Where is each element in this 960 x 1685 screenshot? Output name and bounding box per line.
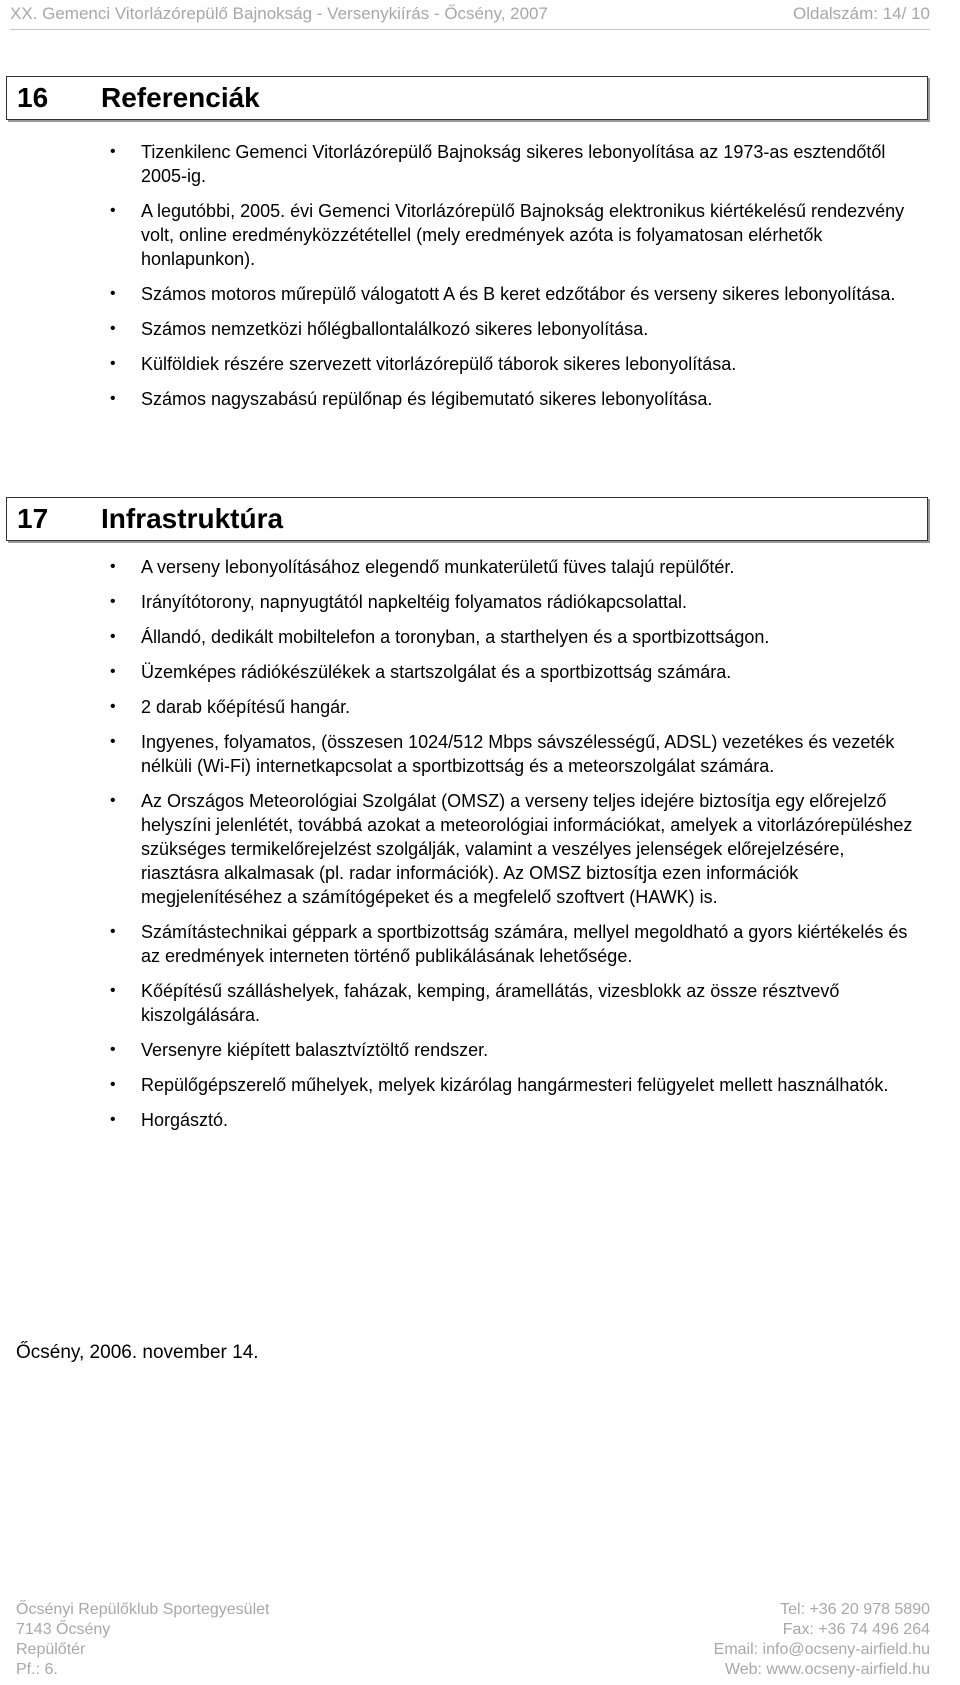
- address-city: 7143 Őcsény: [16, 1621, 111, 1638]
- list-item: [0, 282, 940, 306]
- list-item-text: A legutóbbi, 2005. évi Gemenci Vitorlázórepülő Bajnokság elektronikus kiértékelésű rendezvény volt, online eredményközzététellel (mely eredmények azóta is folyamatosan elérhetők honlapunkon).: [141, 201, 905, 269]
- list-item: [0, 920, 940, 968]
- page-header: [10, 3, 930, 30]
- list-item-text: Üzemképes rádiókészülékek a startszolgálat és a sportbizottság számára.: [141, 662, 732, 682]
- bullet-icon: •: [110, 1111, 116, 1128]
- section-number: 16: [17, 82, 49, 113]
- page-footer: [16, 1600, 930, 1680]
- list-item-text: Irányítótorony, napnyugtától napkeltéig folyamatos rádiókapcsolattal.: [141, 592, 687, 612]
- list-item-text: Számítástechnikai géppark a sportbizottság számára, mellyel megoldható a gyors kiértékelés és az eredmények interneten történő publikálásának lehetősége.: [141, 922, 908, 966]
- list-item-text: Az Országos Meteorológiai Szolgálat (OMSZ) a verseny teljes idejére biztosítja egy előrejelző helyszíni jelenlétét, továbbá azokat a meteorológiai információkat, amelyek a vitorlázórepüléshez szükséges termikelőrejelzést szolgálják, valamint a veszélyes jelenségek előrejelzésére, riasztásra alkalmasak (pl. radar információk). Az OMSZ biztosítja ezen információk megjelenítéséhez a számítógépeket és a megfelelő szoftvert (HAWK) is.: [141, 791, 913, 907]
- telephone: Tel: +36 20 978 5890: [780, 1601, 930, 1618]
- list-item-text: Állandó, dedikált mobiltelefon a toronyban, a starthelyen és a sportbizottságon.: [141, 627, 770, 647]
- list-item-text: Számos nagyszabású repülőnap és légibemutató sikeres lebonyolítása.: [141, 389, 713, 409]
- document-title: XX. Gemenci Vitorlázórepülő Bajnokság - Versenykiírás - Őcsény, 2007: [10, 4, 548, 23]
- bullet-icon: •: [110, 698, 116, 715]
- list-item: [0, 555, 940, 579]
- bullet-icon: •: [110, 663, 116, 680]
- list-item-text: Repülőgépszerelő műhelyek, melyek kizárólag hangármesteri felügyelet mellett használhatók.: [141, 1075, 889, 1095]
- bullet-icon: •: [110, 982, 116, 999]
- list-item: [0, 660, 940, 684]
- org-name: Őcsényi Repülőklub Sportegyesület: [16, 1601, 270, 1618]
- bullet-icon: •: [110, 792, 116, 809]
- list-item: [0, 387, 940, 411]
- list-item: [0, 730, 940, 778]
- list-item: [0, 789, 940, 909]
- list-item-text: Ingyenes, folyamatos, (összesen 1024/512 Mbps sávszélességű, ADSL) vezetékes és vezeték nélküli (Wi-Fi) internetkapcsolat a sportbizottság és a meteorszolgálat számára.: [141, 732, 895, 776]
- list-item-text: 2 darab kőépítésű hangár.: [141, 697, 351, 717]
- section-title: Infrastruktúra: [101, 503, 284, 534]
- list-item-text: Kőépítésű szálláshelyek, faházak, kemping, áramellátás, vizesblokk az össze résztvevő kiszolgálására.: [141, 981, 840, 1025]
- list-item-text: Számos nemzetközi hőlégballontalálkozó sikeres lebonyolítása.: [141, 319, 649, 339]
- email-link[interactable]: Email: info@ocseny-airfield.hu: [713, 1641, 930, 1658]
- list-item-text: Tizenkilenc Gemenci Vitorlázórepülő Bajnokság sikeres lebonyolítása az 1973-as esztendőtől 2005-ig.: [141, 142, 886, 186]
- list-item: [0, 1073, 940, 1097]
- list-item: [0, 140, 940, 188]
- list-item: [0, 625, 940, 649]
- bullet-icon: •: [110, 733, 116, 750]
- section-number: 17: [17, 503, 49, 534]
- web-link[interactable]: Web: www.ocseny-airfield.hu: [724, 1661, 930, 1678]
- footer-address: [16, 1600, 269, 1680]
- list-item-text: Számos motoros műrepülő válogatott A és B keret edzőtábor és verseny sikeres lebonyolítása.: [141, 284, 896, 304]
- list-item: [0, 979, 940, 1027]
- footer-contact: [714, 1600, 930, 1680]
- bullet-icon: •: [110, 285, 116, 302]
- bullet-icon: •: [110, 202, 116, 219]
- list-item: [0, 317, 940, 341]
- section-heading-infrastruktura: [6, 497, 928, 541]
- bullet-icon: •: [110, 923, 116, 940]
- bullet-icon: •: [110, 1041, 116, 1058]
- list-item-text: Versenyre kiépített balasztvíztöltő rendszer.: [141, 1040, 489, 1060]
- bullet-icon: •: [110, 390, 116, 407]
- list-item: [0, 199, 940, 271]
- references-list: [0, 140, 940, 422]
- page-number: Oldalszám: 14/ 10: [792, 4, 930, 23]
- address-place: Repülőtér: [16, 1641, 86, 1658]
- list-item-text: Külföldiek részére szervezett vitorlázórepülő táborok sikeres lebonyolítása.: [141, 354, 737, 374]
- list-item: [0, 695, 940, 719]
- bullet-icon: •: [110, 143, 116, 160]
- infrastructure-list: [0, 555, 940, 1143]
- po-box: Pf.: 6.: [16, 1661, 58, 1678]
- bullet-icon: •: [110, 593, 116, 610]
- fax: Fax: +36 74 496 264: [782, 1621, 930, 1638]
- bullet-icon: •: [110, 628, 116, 645]
- list-item-text: Horgásztó.: [141, 1110, 229, 1130]
- section-heading-referenciak: [6, 76, 928, 120]
- list-item: [0, 352, 940, 376]
- list-item-text: A verseny lebonyolításához elegendő munkaterületű füves talajú repülőtér.: [141, 557, 735, 577]
- section-title: Referenciák: [101, 82, 260, 113]
- list-item: [0, 1038, 940, 1062]
- bullet-icon: •: [110, 320, 116, 337]
- bullet-icon: •: [110, 558, 116, 575]
- bullet-icon: •: [110, 355, 116, 372]
- list-item: [0, 1108, 940, 1132]
- place-and-date: Őcsény, 2006. november 14.: [16, 1342, 259, 1363]
- list-item: [0, 590, 940, 614]
- bullet-icon: •: [110, 1076, 116, 1093]
